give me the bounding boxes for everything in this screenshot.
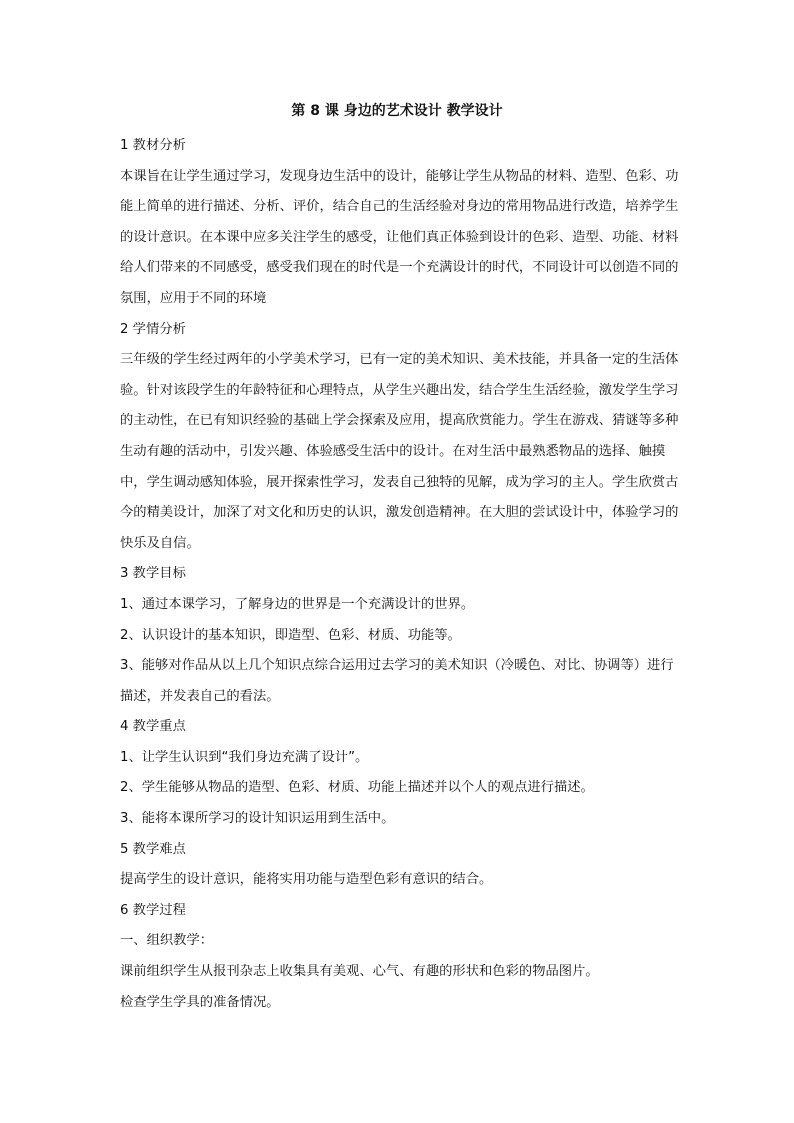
section-2-paragraph-1: 三年级的学生经过两年的小学美术学习，已有一定的美术知识、美术技能，并具备一定的生活体验。针对该段学生的年龄特征和心理特点，从学生兴趣出发，结合学生生活经验，激发学生学习的主动性，在已有知识经验的基础上学会探索及应用，提高欣赏能力。学生在游戏、猜谜等多种生动有趣的活动中，引发兴趣、体验感受生活中的设计。在对生活中最熟悉物品的选择、触摸中，学生调动感知体验，展开探索性学习，发表自己独特的见解，成为学习的主人。学生欣赏古今的精美设计，加深了对文化和历史的认识，激发创造精神。在大胆的尝试设计中，体验学习的快乐及自信。 [120,352,679,551]
section-6-paragraph-1: 课前组织学生从报刊杂志上收集具有美观、心气、有趣的形状和色彩的物品图片。 [120,964,599,980]
section-3-item-2: 2、认识设计的基本知识，即造型、色彩、材质、功能等。 [120,627,461,643]
section-6-paragraph-2: 检查学生学具的准备情况。 [120,994,280,1010]
section-heading-2: 2 学情分析 [120,321,186,337]
section-heading-5: 5 教学难点 [120,841,186,857]
section-5-paragraph-1: 提高学生的设计意识，能将实用功能与造型色彩有意识的结合。 [120,872,493,888]
section-heading-1: 1 教材分析 [120,138,186,153]
section-heading-6: 6 教学过程 [120,902,186,918]
section-1-paragraph-1: 本课旨在让学生通过学习，发现身边生活中的设计，能够让学生从物品的材料、造型、色彩、功能上简单的进行描述、分析、评价，结合自己的生活经验对身边的常用物品进行改造，培养学生的设计意识。在本课中应多关注学生的感受，让他们真正体验到设计的色彩、造型、功能、材料给人们带来的不同感受，感受我们现在的时代是一个充满设计的时代，不同设计可以创造不同的氛围，应用于不同的环境 [120,168,679,306]
section-4-item-1: 1、让学生认识到“我们身边充满了设计”。 [120,749,369,765]
section-6-subheading-1: 一、组织教学： [120,933,214,949]
section-4-item-3: 3、能将本课所学习的设计知识运用到生活中。 [120,811,395,827]
section-4-item-2: 2、学生能够从物品的造型、色彩、材质、功能上描述并以个人的观点进行描述。 [120,780,594,796]
section-3-item-1: 1、通过本课学习，了解身边的世界是一个充满设计的世界。 [120,596,475,612]
section-heading-3: 3 教学目标 [120,566,186,582]
document-body [120,131,682,1018]
section-heading-4: 4 教学重点 [120,719,186,735]
section-3-item-3: 3、能够对作品从以上几个知识点综合运用过去学习的美术知识（冷暖色、对比、协调等）进行描述，并发表自己的看法。 [120,658,674,704]
document-title: 第 8 课 身边的艺术设计 教学设计 [291,103,503,119]
